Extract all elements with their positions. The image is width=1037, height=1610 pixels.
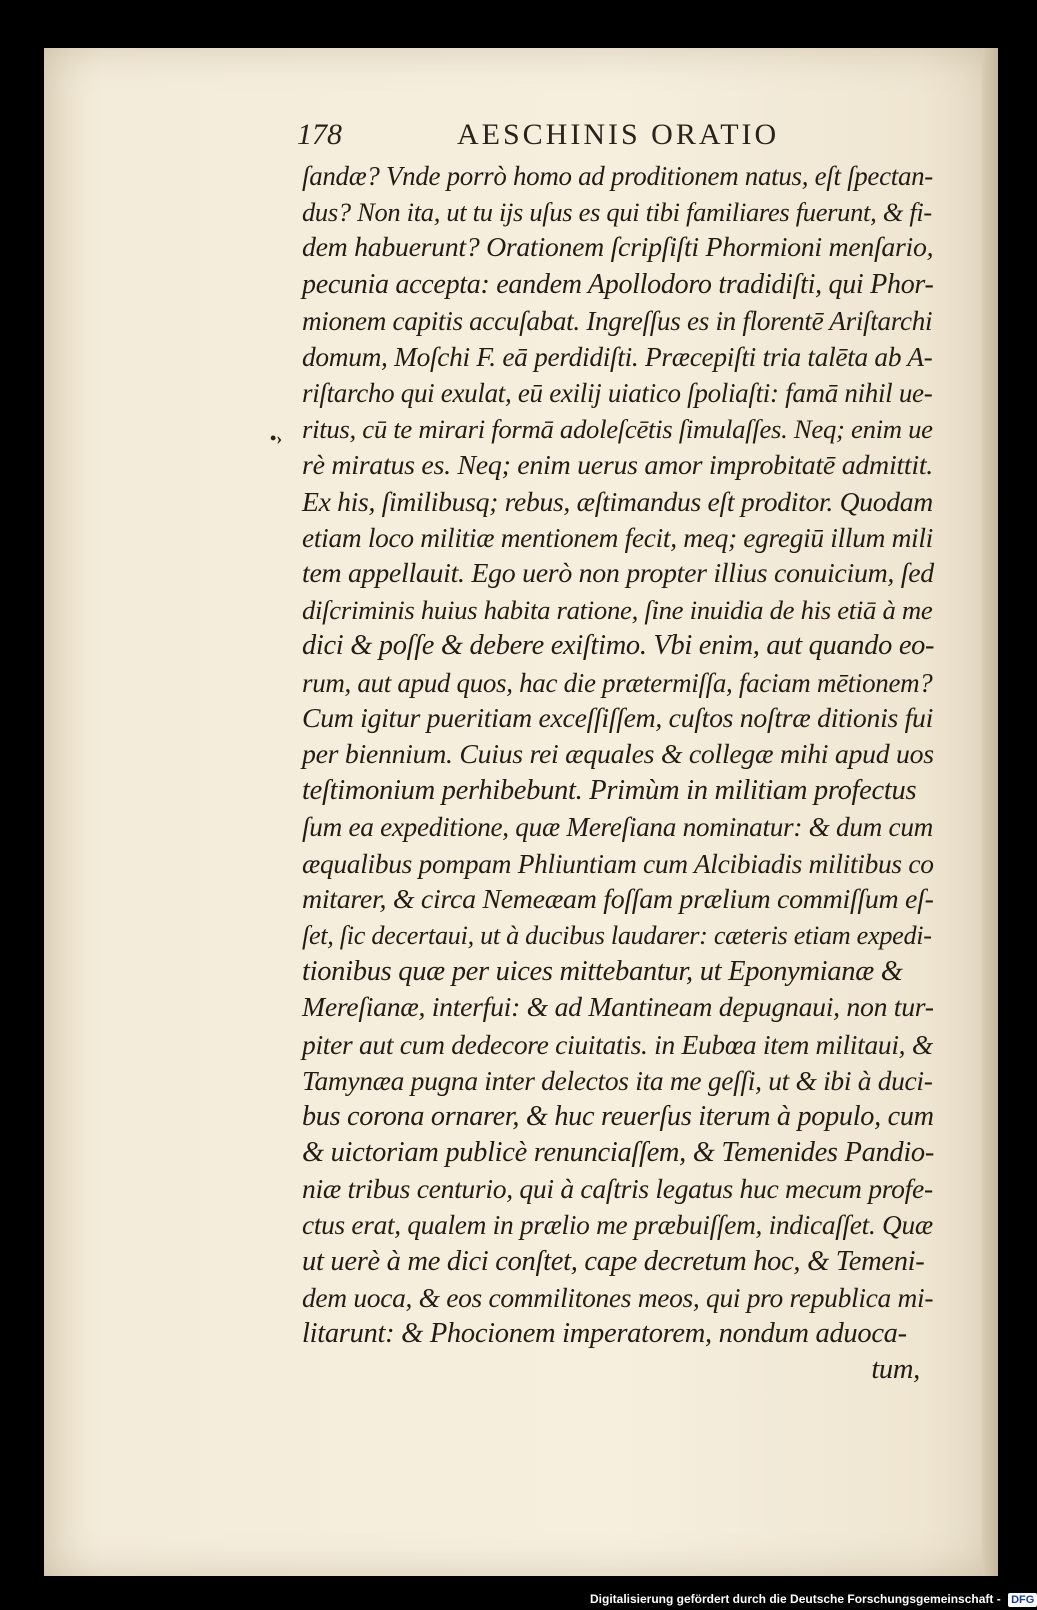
text-line: dus? Non ita, ut tu ijs uſus es qui tibi familiares fuerunt, & fi-	[302, 197, 932, 228]
text-line: teſtimonium perhibebunt. Primùm in militiam profectus	[302, 775, 917, 807]
text-line: etiam loco militiæ mentionem fecit, meq; egregiū illum mili	[302, 522, 933, 553]
text-line: pecunia accepta: eandem Apollodoro tradidiſti, qui Phor-	[302, 268, 934, 300]
text-line: litarunt: & Phocionem imperatorem, nondum aduoca-	[302, 1318, 907, 1349]
text-line: ctus erat, qualem in prælio me præbuiſſem, indicaſſet. Quæ	[302, 1210, 933, 1241]
text-line: per biennium. Cuius rei æquales & collegæ mihi apud uos	[302, 739, 934, 770]
text-line: mitarer, & circa Nemeæam foſſam prælium commiſſum eſ-	[302, 883, 934, 915]
running-title: AESCHINIS ORATIO	[457, 118, 780, 151]
text-line: riſtarcho qui exulat, eū exilij uiatico ſpoliaſti: famā nihil ue-	[302, 378, 933, 409]
text-line: rum, aut apud quos, hac die prætermiſſa, faciam mētionem?	[302, 667, 933, 698]
running-head	[297, 118, 947, 156]
text-line: Tamynæa pugna inter delectos ita me geſſi, ut & ibi à duci-	[302, 1065, 933, 1096]
text-line: ut uerè à me dici conſtet, cape decretum hoc, & Temeni-	[302, 1245, 925, 1277]
text-line: mionem capitis accuſabat. Ingreſſus es in florentē Ariſtarchi	[302, 305, 933, 336]
body-text	[302, 158, 934, 1388]
text-line: tionibus quæ per uices mittebantur, ut Eponymianæ &	[302, 956, 903, 988]
text-line: ſum ea expeditione, quæ Mereſiana nominatur: & dum cum	[302, 812, 934, 843]
text-line: Ex his, ſimilibusq; rebus, æſtimandus eſt proditor. Quodam	[302, 485, 933, 517]
text-line: domum, Moſchi F. eā perdidiſti. Præcepiſti tria talēta ab A-	[302, 341, 933, 372]
text-line: tem appellauit. Ego uerò non propter illius conuicium, ſed	[302, 558, 934, 590]
dfg-logo: DFG	[1008, 1593, 1037, 1607]
text-line: ſet, ſic decertaui, ut à ducibus laudarer: cæteris etiam expedi-	[302, 920, 932, 950]
text-line: rè miratus es. Neq; enim uerus amor improbitatē admittit.	[302, 449, 933, 481]
text-line: piter aut cum dedecore ciuitatis. in Eubœa item militaui, &	[302, 1029, 933, 1060]
text-line: Mereſianæ, interfui: & ad Mantineam depugnaui, non tur-	[302, 992, 934, 1024]
credit-text: Digitalisierung gefördert durch die Deutsche Forschungsgemeinschaft -	[590, 1592, 1001, 1606]
text-line: Cum igitur pueritiam exceſſiſſem, cuſtos noſtræ ditionis fui	[302, 702, 934, 734]
text-line: & uictoriam publicè renunciaſſem, & Temenides Pandio-	[302, 1137, 935, 1169]
text-line: tum,	[871, 1354, 920, 1386]
margin-mark: •›	[270, 428, 283, 448]
text-line: ſandæ? Vnde porrò homo ad proditionem natus, eſt ſpectan-	[302, 161, 933, 191]
text-line: diſcriminis huius habita ratione, ſine inuidia de his etiā à me	[302, 595, 933, 626]
text-line: bus corona ornarer, & huc reuerſus iterum à populo, cum	[302, 1100, 934, 1132]
text-line: dici & poſſe & debere exiſtimo. Vbi enim, aut quando eo-	[302, 630, 935, 662]
text-line: ritus, cū te mirari formā adoleſcētis ſimulaſſes. Neq; enim ue	[302, 414, 933, 445]
text-line: dem uoca, & eos commilitones meos, qui pro republica mi-	[302, 1282, 934, 1313]
text-line: niæ tribus centurio, qui à caſtris legatus huc mecum profe-	[302, 1173, 933, 1205]
page-edge	[982, 48, 998, 1576]
digitization-credit	[590, 1590, 1037, 1608]
page-number: 178	[297, 118, 342, 151]
text-line: æqualibus pompam Phliuntiam cum Alcibiadis militibus co	[302, 848, 934, 879]
text-line: dem habuerunt? Orationem ſcripſiſti Phormioni menſario,	[302, 232, 934, 264]
